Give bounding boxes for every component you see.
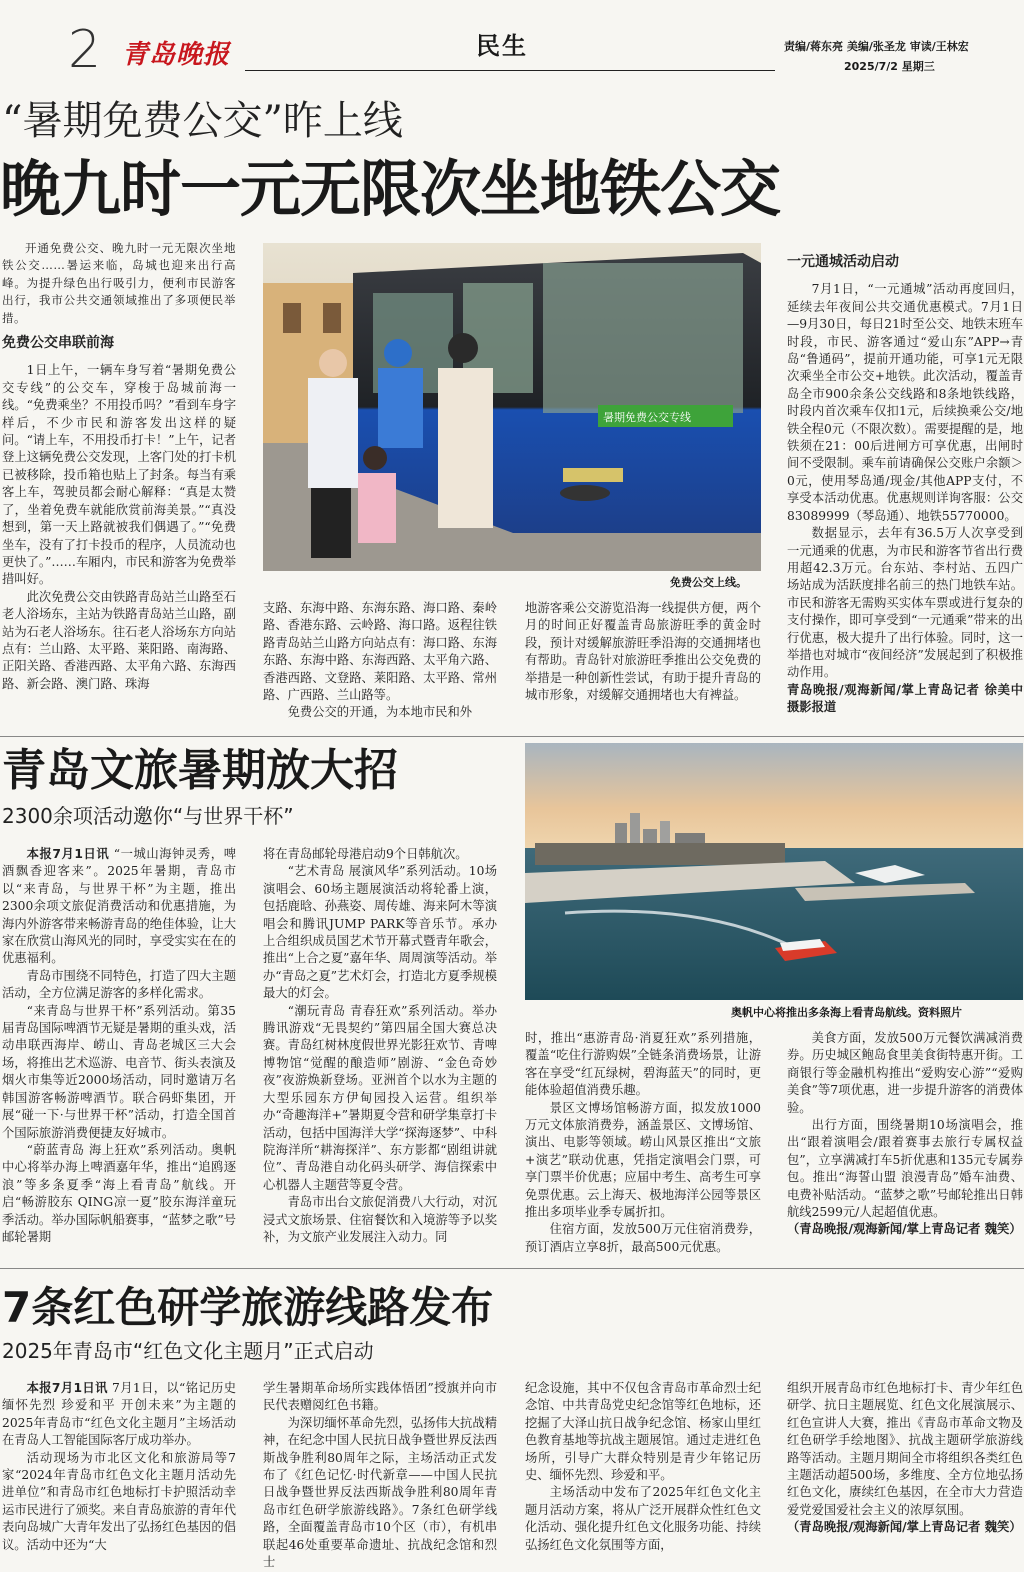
story3-headline: 7条红色研学旅游线路发布 bbox=[2, 1283, 494, 1332]
story1-photo-caption: 免费公交上线。 bbox=[670, 576, 747, 589]
story1-paragraph: 免费公交的开通，为本地市民和外 bbox=[287, 705, 473, 720]
story3-paragraph: 纪念设施，其中不仅包含青岛市革命烈士纪念馆、中共青岛党史纪念馆等红色地标，还挖掘了大泽山抗日战争纪念馆、杨家山里红色教育基地等抗战主题展馆。通过走进红色场所，引导广大群众特别是青少年铭记历史、缅怀先烈、珍爱和平。 bbox=[525, 1381, 761, 1483]
header-rule bbox=[245, 70, 775, 71]
story2-paragraph: 美食方面，发放500万元餐饮满减消费券。历史城区鲍岛食里美食街特惠开街。工商银行等金融机构推出“爱购安心游”“爱购美食”等7项优惠，进一步提升游客的消费体验。 bbox=[787, 1031, 1023, 1115]
story1-paragraph: 1日上午，一辆车身写着“暑期免费公交专线”的公交车，穿梭于岛城前海一线。“免费乘坐？不用投币吗？”看到车身字样后，不少市民和游客发出这样的疑问。“请上车，不用投币打卡！”上午，记者登上这辆免费公交发现，上客门处的打卡机已被移除，投币箱也贴上了封条。每当有乘客上车，驾驶员都会耐心解释：“真是太赞了，坐着免费车就能欣赏前海美景。”“真没想到，第一天上路就被我们偶遇了。”“免费坐车，没有了打卡投币的程序，人员流动也更快了。”……车厢内，市民和游客为免费举措叫好。 bbox=[2, 363, 236, 587]
story3-column-3 bbox=[525, 1380, 761, 1572]
story1-subhead-free-bus: 免费公交串联前海 bbox=[2, 335, 114, 352]
page-number: 2 bbox=[68, 20, 102, 80]
harbor-illustration bbox=[525, 743, 1023, 1000]
story3-column-2 bbox=[263, 1380, 497, 1572]
story1-column-4 bbox=[787, 248, 1023, 728]
story2-paragraph: 景区文博场馆畅游方面，拟发放1000万元文体旅消费券，涵盖景区、文博场馆、演出、电影等领域。崂山风景区推出“文旅+演艺”联动优惠，凭指定演唱会门票，可享门票半价优惠；应届中考生、高考生可享免票优惠。云上海天、极地海洋公园等景区推出多项毕业季专属折扣。 bbox=[525, 1100, 761, 1220]
section-title: 民生 bbox=[476, 32, 528, 60]
story3-column-1 bbox=[2, 1380, 236, 1572]
story2-paragraph: “一城山海钟灵秀，啤酒飘香迎客来”。2025年暑期，青岛市以“来青岛，与世界干杯”为主题，推出2300余项文旅促消费活动和优惠措施，为海内外游客带来畅游青岛的绝佳体验，让大家在欣赏山海风光的同时，享受实实在在的优惠福利。 bbox=[2, 847, 236, 966]
story2-subhead: 2300余项活动邀你“与世界干杯” bbox=[2, 804, 294, 828]
story2-column-3 bbox=[525, 1030, 761, 1261]
story1-paragraph: 地游客乘公交游览沿海一线提供方便，两个月的时间正好覆盖青岛旅游旺季的黄金时段，预计对缓解旅游旺季沿海的交通拥堵也有帮助。青岛针对旅游旺季推出公交免费的举措是一种创新性尝试，有助于提升青岛的城市形象，对缓解交通拥堵也大有裨益。 bbox=[525, 601, 761, 703]
story2-paragraph: 青岛市出台文旅促消费八大行动，对沉浸式文旅场景、住宿餐饮和入境游等予以奖补，为文旅产业发展注入动力。同 bbox=[263, 1195, 497, 1244]
story2-column-4 bbox=[787, 1030, 1023, 1261]
story3-column-4 bbox=[787, 1380, 1023, 1572]
story2-paragraph: 青岛市围绕不同特色，打造了四大主题活动，全方位满足游客的多样化需求。 bbox=[2, 968, 236, 1001]
story1-subhead-one-yuan: 一元通城活动启动 bbox=[787, 254, 899, 270]
free-bus-photo-illustration bbox=[263, 243, 761, 571]
story2-headline: 青岛文旅暑期放大招 bbox=[2, 745, 398, 796]
story1-headline: 晚九时一元无限次坐地铁公交 bbox=[0, 154, 781, 225]
story1-paragraph: 7月1日，“一元通城”活动再度回归，延续去年夜间公共交通优惠模式。7月1日—9月30日，每日21时至公交、地铁末班车时段，市民、游客通过“爱山东”APP→青岛“鲁通码”，提前开通功能，可享1元无限次乘坐全市公交+地铁。此次活动，覆盖青岛全市900余条公交线路和8条地铁线路，时段内首次乘车仅扣1元，后续换乘公交/地铁全程0元（不限次数）。需要提醒的是，地铁须在21：00后进闸方可享优惠，出闸时间不受限制。乘车前请确保公交账户余额＞0元，使用琴岛通/现金/其他APP支付，不享受本活动优惠。优惠规则详询客服：公交83089999（琴岛通）、地铁55770000。 bbox=[787, 282, 1023, 523]
story2-dateline: 本报7月1日讯 bbox=[26, 847, 110, 861]
story2-paragraph: 住宿方面，发放500万元住宿消费券，预订酒店立享8折，最高500元优惠。 bbox=[525, 1222, 761, 1254]
story2-byline: （青岛晚报/观海新闻/掌上青岛记者 魏笑） bbox=[787, 1222, 1022, 1237]
story2-paragraph: “潮玩青岛 青春狂欢”系列活动。举办腾讯游戏“无畏契约”第四届全国大赛总决赛。青岛红树林度假世界光影狂欢节、青啤博物馆“觉醒的酿造师”剧游、“金色奇妙夜”夜游焕新登场。亚洲首个以水为主题的大型乐园东方伊甸园投入运营。组织举办“奇趣海洋+”暑期夏令营和研学集章打卡活动，包括中国海洋大学“探海逐梦”、中科院海洋所“耕海探洋”、东方影都“剧组讲就位”、青岛港自动化码头研学、海信探索中心机器人主题营等夏令营。 bbox=[263, 1003, 497, 1192]
story2-paragraph: 时，推出“惠游青岛·消夏狂欢”系列措施，覆盖“吃住行游购娱”全链条消费场景，让游客在享受“红瓦绿树，碧海蓝天”的同时，更能体验超值消费乐趣。 bbox=[525, 1031, 761, 1098]
story3-paragraph: 学生暑期革命场所实践体悟团”授旗并向市民代表赠阅红色书籍。 bbox=[263, 1381, 497, 1413]
editors-line: 责编/蒋东亮 美编/张圣龙 审读/王林宏 bbox=[784, 40, 969, 53]
story3-byline: （青岛晚报/观海新闻/掌上青岛记者 魏笑） bbox=[787, 1520, 1022, 1535]
story2-bottom-rule bbox=[0, 1268, 1024, 1269]
story1-column-2 bbox=[263, 600, 497, 730]
story2-paragraph: 将在青岛邮轮母港启动9个日韩航次。 bbox=[263, 847, 468, 861]
story3-paragraph: 组织开展青岛市红色地标打卡、青少年红色研学、抗日主题展览、红色文化展演展示、红色宣讲人大赛，推出《青岛市革命文物及红色研学手绘地图》、抗战主题研学旅游线路等活动。主题月期间全市将组织各类红色主题活动超500场，多维度、全方位地弘扬红色文化，赓续红色基因，在全市大力营造爱党爱国爱社会主义的浓厚氛围。 bbox=[787, 1381, 1023, 1517]
story2-paragraph: “蔚蓝青岛 海上狂欢”系列活动。奥帆中心将举办海上啤酒嘉年华，推出“追鸥逐浪”等多条夏季“海上看青岛”航线。开启“畅游胶东 QING凉一夏”胶东海洋童玩季活动。举办国际帆船赛事，“蓝梦之歌”号邮轮暑期 bbox=[2, 1142, 236, 1244]
story3-paragraph: 活动现场为市北区文化和旅游局等7家“2024年青岛市红色文化主题月活动先进单位”和青岛市红色地标打卡护照活动幸运市民进行了颁奖。来自青岛旅游的青年代表向岛城广大青年发出了弘扬红色基因的倡议。活动中还为“大 bbox=[2, 1450, 236, 1552]
story3-paragraph: 7月1日，以“铭记历史 缅怀先烈 珍爱和平 开创未来”为主题的2025年青岛市“红色文化主题月”主场活动在青岛人工智能国际客厅成功举办。 bbox=[2, 1381, 236, 1448]
story3-paragraph: 主场活动中发布了2025年红色文化主题月活动方案，将从广泛开展群众性红色文化活动、强化提升红色文化服务功能、持续弘扬红色文化氛围等方面， bbox=[525, 1485, 761, 1552]
story1-column-1 bbox=[2, 240, 236, 730]
issue-date: 2025/7/2 星期三 bbox=[844, 60, 935, 73]
free-bus-photo bbox=[263, 243, 761, 571]
story2-column-2 bbox=[263, 846, 497, 1261]
story2-column-1 bbox=[2, 846, 236, 1261]
story2-photo-caption: 奥帆中心将推出多条海上看青岛航线。资料照片 bbox=[731, 1006, 962, 1019]
bus-sign-text: 暑期免费公交专线 bbox=[603, 411, 691, 424]
story1-paragraph: 支路、东海中路、东海东路、海口路、秦岭路、香港东路、云岭路、海口路。返程往铁路青岛站兰山路方向站点有：海口路、东海东路、东海中路、东海西路、太平角六路、香港西路、文登路、莱阳路、太平路、常州路、广西路、兰山路等。 bbox=[263, 601, 497, 703]
olympic-sailing-center-photo bbox=[525, 743, 1023, 1000]
story1-column-3 bbox=[525, 600, 761, 730]
story1-bottom-rule bbox=[0, 736, 1024, 737]
story1-paragraph: 数据显示，去年有36.5万人次享受到一元通乘的优惠，为市民和游客节省出行费用超42.3万元。台东站、李村站、五四广场站成为活跃度排名前三的热门地铁车站。市民和游客无需购买实体车票或进行复杂的支付操作，即可享受到“一元通乘”带来的出行优惠，极大提升了出行体验。同时，这一举措也对城市“夜间经济”发展起到了积极推动作用。 bbox=[787, 526, 1023, 680]
story2-paragraph: “来青岛与世界干杯”系列活动。第35届青岛国际啤酒节无疑是暑期的重头戏，活动串联西海岸、崂山、青岛老城区三大会场，将推出艺术巡游、电音节、街头表演及烟火市集等近2000场活动，同时邀请万名韩国游客畅游啤酒节。联合码虾集团，开展“碰一下·与世界干杯”活动，打造全国首个国际旅游消费便捷友好城市。 bbox=[2, 1003, 236, 1140]
story3-subhead: 2025年青岛市“红色文化主题月”正式启动 bbox=[2, 1339, 374, 1363]
story2-paragraph: 出行方面，围绕暑期10场演唱会，推出“跟着演唱会/跟着赛事去旅行专属权益包”，立享满减打车5折优惠和135元专属券包。推出“海誓山盟 浪漫青岛”婚车油费、电费补贴活动。“蓝梦之歌”号邮轮推出日韩航线2599元/人起超值优惠。 bbox=[787, 1118, 1023, 1220]
story1-kicker: “暑期免费公交”昨上线 bbox=[2, 98, 403, 144]
story2-paragraph: “艺术青岛 展演风华”系列活动。10场演唱会、60场主题展演活动将轮番上演，包括鹿晗、孙燕姿、周传雄、海来阿木等演唱会和腾讯JUMP PARK等音乐节。承办上合组织成员国艺术节开幕式暨青年歌会，推出“上合之夏”嘉年华、周周演等活动。举办“青岛之夏”艺术灯会，打造北方夏季规模最大的灯会。 bbox=[263, 864, 497, 1001]
story3-dateline: 本报7月1日讯 bbox=[26, 1381, 108, 1395]
story1-paragraph: 此次免费公交由铁路青岛站兰山路至石老人浴场东，主站为铁路青岛站兰山路，副站为石老人浴场东。往石老人浴场东方向站点有：兰山路、太平路、莱阳路、南海路、正阳关路、香港西路、太平角六路、东海西路、新会路、澳门路、珠海 bbox=[2, 589, 236, 691]
story1-byline: 青岛晚报/观海新闻/掌上青岛记者 徐美中 摄影报道 bbox=[787, 682, 1023, 715]
masthead-logo: 青岛晚报 bbox=[122, 40, 231, 70]
story3-paragraph: 为深切缅怀革命先烈，弘扬伟大抗战精神，在纪念中国人民抗日战争暨世界反法西斯战争胜利80周年之际，主场活动正式发布了《红色记忆·时代新章——中国人民抗日战争暨世界反法西斯战争胜利80周年青岛市红色研学旅游线路》。7条红色研学线路，全面覆盖青岛市10个区（市），有机串联起46处重要革命遗址、抗战纪念馆和烈士 bbox=[263, 1415, 497, 1570]
story1-lead: 开通免费公交、晚九时一元无限次坐地铁公交……暑运来临，岛城也迎来出行高峰。为提升绿色出行吸引力，便利市民游客出行，我市公共交通领域推出了多项便民举措。 bbox=[2, 241, 236, 325]
